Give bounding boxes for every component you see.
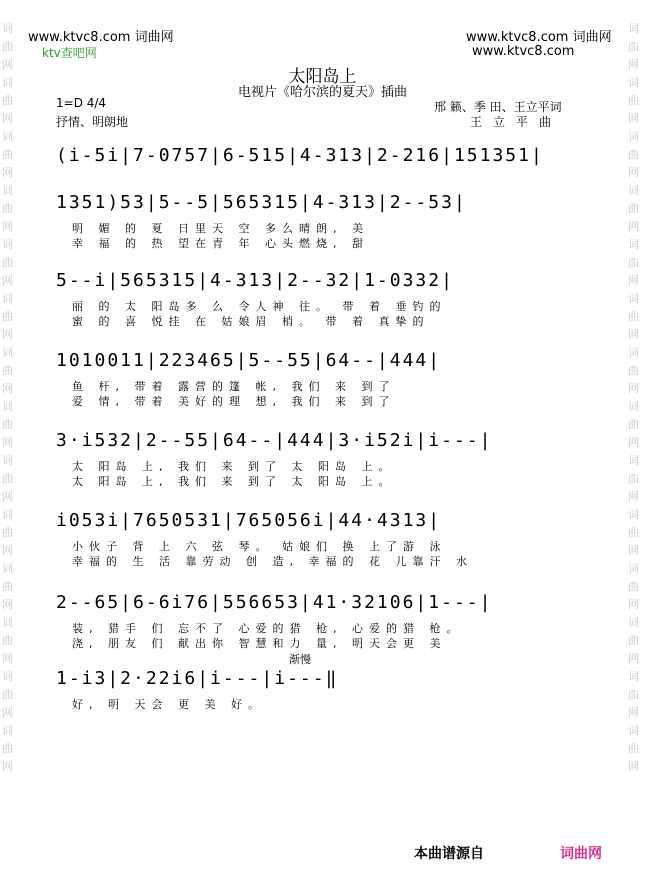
key-signature: 1=D 4/4 bbox=[56, 96, 107, 110]
notation-line: 3·i532|2--55|64--|444|3·i52i|i---| bbox=[56, 430, 493, 451]
lyric-line: 小伙子 背 上 六 弦 琴。 姑娘们 换 上了游 泳 bbox=[72, 540, 447, 553]
lyric-line: 浇, 朋友 们 献出你 智慧和力 量, 明天会更 美 bbox=[72, 637, 447, 650]
lyric-line: 明 媚 的 夏 日里天 空 多么晴朗, 美 bbox=[72, 222, 369, 235]
song-title: 太阳岛上 bbox=[288, 67, 357, 87]
song-subtitle: 电视片《哈尔滨的夏天》插曲 bbox=[237, 85, 407, 100]
lyric-line: 太 阳岛 上, 我们 来 到了 太 阳岛 上。 bbox=[72, 460, 396, 473]
lyric-line: 幸 福 的 热 望在青 年 心头燃烧, 甜 bbox=[72, 237, 369, 250]
ritardando-marking: 渐慢 bbox=[289, 653, 311, 666]
notation-line: i053i|7650531|765056i|44·4313| bbox=[56, 510, 442, 531]
lyric-line: 好, 明 天会 更 美 好。 bbox=[72, 698, 265, 711]
notation-line: 1010011|223465|5--55|64--|444| bbox=[56, 350, 442, 371]
lyric-line: 装, 猎手 们 忘不了 心爱的猎 枪, 心爱的猎 枪。 bbox=[72, 622, 464, 635]
watermark-left-top: www.ktvc8.com 词曲网 bbox=[28, 30, 174, 45]
side-watermark-right: 词曲网词曲网词曲网词曲网词曲网词曲网词曲网词曲网词曲网词曲网词曲网词曲网词曲网词曲网 bbox=[628, 22, 639, 773]
notation-line: 1351)53|5--5|565315|4-313|2--53| bbox=[56, 192, 467, 213]
watermark-right-bottom: www.ktvc8.com bbox=[472, 44, 575, 59]
notation-line: 2--65|6-6i76|556653|41·32106|1---| bbox=[56, 592, 493, 613]
notation-line: (i-5i|7-0757|6-515|4-313|2-216|151351| bbox=[56, 145, 544, 166]
composer-credit: 王立平曲 bbox=[470, 115, 563, 129]
watermark-left-bottom: ktv查吧网 bbox=[42, 46, 97, 60]
lyric-line: 太 阳岛 上, 我们 来 到了 太 阳岛 上。 bbox=[72, 475, 396, 488]
lyric-line: 幸福的 生 活 靠劳动 创 造, 幸福的 花 儿靠汗 水 bbox=[72, 555, 473, 568]
footer-site[interactable]: 词曲网 bbox=[560, 846, 602, 862]
lyric-line: 爱 情, 带着 美好的理 想, 我们 来 到了 bbox=[72, 395, 396, 408]
lyric-line: 丽 的 太 阳岛多 么 令人神 往。 带 着 垂钓的 bbox=[72, 300, 447, 313]
side-watermark-left: 词曲网词曲网词曲网词曲网词曲网词曲网词曲网词曲网词曲网词曲网词曲网词曲网词曲网词曲网 bbox=[2, 22, 13, 773]
lyricist-credit: 邢 籁、季 田、王立平词 bbox=[434, 100, 562, 114]
lyric-line: 鱼 杆, 带着 露营的篷 帐, 我们 来 到了 bbox=[72, 380, 396, 393]
tempo-marking: 抒情、明朗地 bbox=[56, 115, 129, 129]
notation-line: 1-i3|2·22i6|i---|i---‖ bbox=[56, 668, 339, 689]
watermark-right-top: www.ktvc8.com 词曲网 bbox=[466, 30, 612, 45]
lyric-line: 蜜 的 喜 悦挂 在 姑娘眉 梢。 带 着 真挚的 bbox=[72, 315, 430, 328]
notation-line: 5--i|565315|4-313|2--32|1-0332| bbox=[56, 270, 454, 291]
footer-source: 本曲谱源自 bbox=[414, 846, 484, 862]
